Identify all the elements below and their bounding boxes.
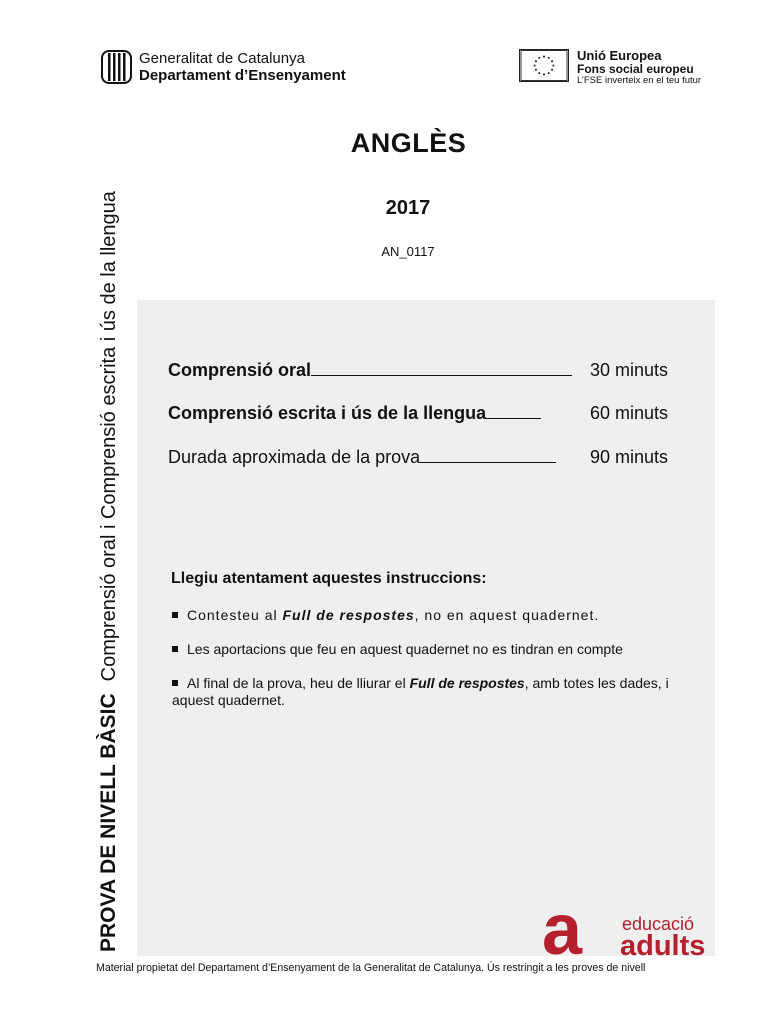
department-line: Departament d’Ensenyament	[139, 67, 346, 84]
bullet-square-icon	[172, 680, 178, 686]
fill-line	[311, 361, 572, 376]
footer-note: Material propietat del Departament d’Ensenyament de la Generalitat de Catalunya. Ús restringit a les proves de nivell	[96, 962, 646, 974]
duration-row-oral	[168, 360, 669, 381]
instruction-item	[172, 641, 682, 658]
exam-year: 2017	[385, 197, 431, 219]
eu-line1: Unió Europea	[577, 48, 662, 63]
eu-text	[577, 48, 701, 87]
bullet-square-icon	[172, 646, 178, 652]
instruction-text: , amb totes les dades, i aquest quadernet.	[172, 675, 669, 708]
duration-label: Durada aproximada de la prova	[168, 447, 421, 467]
instruction-item	[172, 675, 682, 709]
logo-letter: a	[542, 903, 583, 957]
instructions-heading: Llegiu atentament aquestes instruccions:	[171, 570, 487, 587]
eu-line3: L’FSE inverteix en el teu futur	[577, 75, 702, 86]
instruction-emphasis: Full de respostes	[409, 675, 525, 691]
instruction-item	[172, 607, 682, 624]
eu-flag-icon	[519, 49, 569, 82]
logo-line2: adults	[620, 930, 706, 957]
instruction-text: , no en aquest quadernet.	[414, 607, 600, 623]
generalitat-name	[139, 50, 346, 84]
duration-row-total	[168, 447, 669, 468]
duration-value: 90 minuts	[590, 447, 669, 467]
duration-label: Comprensió escrita i ús de la llengua	[168, 403, 487, 423]
instruction-text: Contesteu al	[187, 607, 283, 623]
generalitat-logo-icon	[101, 50, 132, 84]
instruction-text: Les aportacions que feu en aquest quadernet no es tindran en compte	[187, 641, 623, 657]
educacio-adults-logo-icon	[540, 903, 716, 957]
fill-line	[420, 448, 556, 463]
duration-value: 30 minuts	[590, 360, 669, 380]
info-panel	[137, 300, 715, 956]
page-title: ANGLÈS	[350, 128, 467, 158]
logo-line1: educació	[622, 914, 695, 934]
duration-value: 60 minuts	[590, 403, 669, 423]
side-vertical-title	[96, 191, 122, 952]
instruction-text: Al final de la prova, heu de lliurar el	[187, 675, 410, 691]
generalitat-line1: Generalitat de Catalunya	[139, 50, 305, 67]
eu-line2: Fons social europeu	[577, 62, 694, 76]
instruction-emphasis: Full de respostes	[282, 607, 415, 623]
bullet-square-icon	[172, 612, 178, 618]
duration-row-written	[168, 403, 669, 424]
duration-label: Comprensió oral	[168, 360, 312, 380]
fill-line	[486, 404, 541, 419]
side-subject-label: Comprensió oral i Comprensió escrita i ús de la llengua	[98, 191, 120, 682]
exam-code: AN_0117	[381, 244, 435, 259]
side-level-label: PROVA DE NIVELL BÀSIC	[97, 693, 120, 952]
